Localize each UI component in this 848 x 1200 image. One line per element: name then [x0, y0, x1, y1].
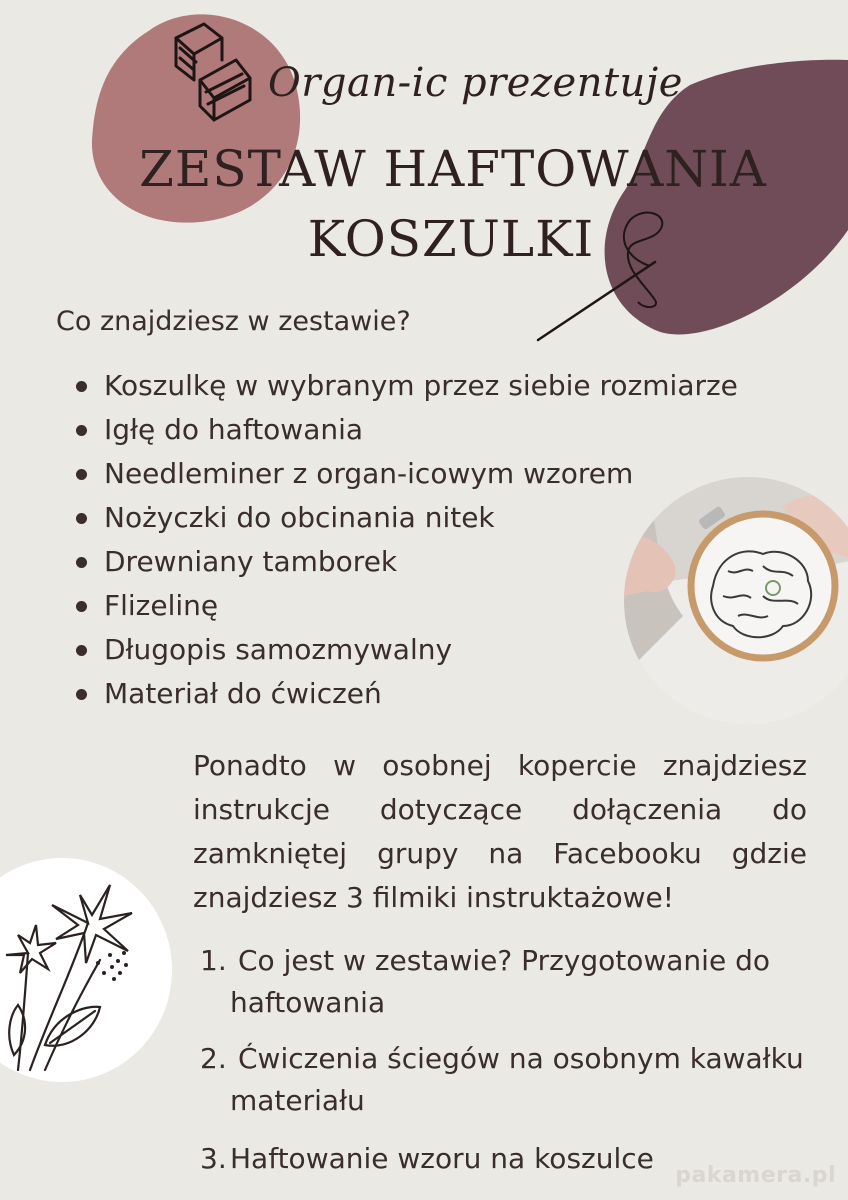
bullet-icon — [76, 425, 87, 436]
organic-logo-icon — [166, 18, 258, 133]
page-title-line-1: ZESTAW HAFTOWANIA — [139, 140, 767, 198]
info-paragraph: Ponadto w osobnej kopercie znajdziesz instrukcje dotyczące dołączenia do zamkniętej grupy na Facebooku gdzie znajdziesz 3 filmiki instruktażowe! — [193, 749, 807, 914]
flowers-illustration — [0, 855, 175, 1085]
bullet-icon — [76, 381, 87, 392]
list-item: Materiał do ćwiczeń — [72, 674, 738, 718]
list-item: Długopis samozmywalny — [72, 630, 738, 674]
bullet-icon — [76, 513, 87, 524]
list-item: 2. Ćwiczenia ściegów na osobnym kawałku materiału — [200, 1042, 804, 1117]
bullet-icon — [76, 469, 87, 480]
list-item: Koszulkę w wybranym przez siebie rozmiarze — [72, 366, 738, 410]
list-item: Drewniany tamborek — [72, 542, 738, 586]
embroidery-hoop-photo — [623, 476, 848, 726]
subtitle: Organ-ic prezentuje — [268, 60, 683, 106]
bullet-icon — [76, 557, 87, 568]
section-question: Co znajdziesz w zestawie? — [56, 306, 411, 337]
page-title-line-2: KOSZULKI — [307, 210, 595, 268]
list-item: 3. Haftowanie wzoru na koszulce — [200, 1142, 654, 1175]
list-item: Flizelinę — [72, 586, 738, 630]
watermark: pakamera.pl — [675, 1163, 836, 1188]
bullet-icon — [76, 601, 87, 612]
bullet-icon — [76, 689, 87, 700]
list-item: Igłę do haftowania — [72, 410, 738, 454]
list-item: Nożyczki do obcinania nitek — [72, 498, 738, 542]
video-steps-list — [200, 940, 830, 1180]
list-item: Needleminer z organ-icowym wzorem — [72, 454, 738, 498]
list-item: 1. Co jest w zestawie? Przygotowanie do haftowania — [200, 944, 770, 1019]
bullet-icon — [76, 645, 87, 656]
